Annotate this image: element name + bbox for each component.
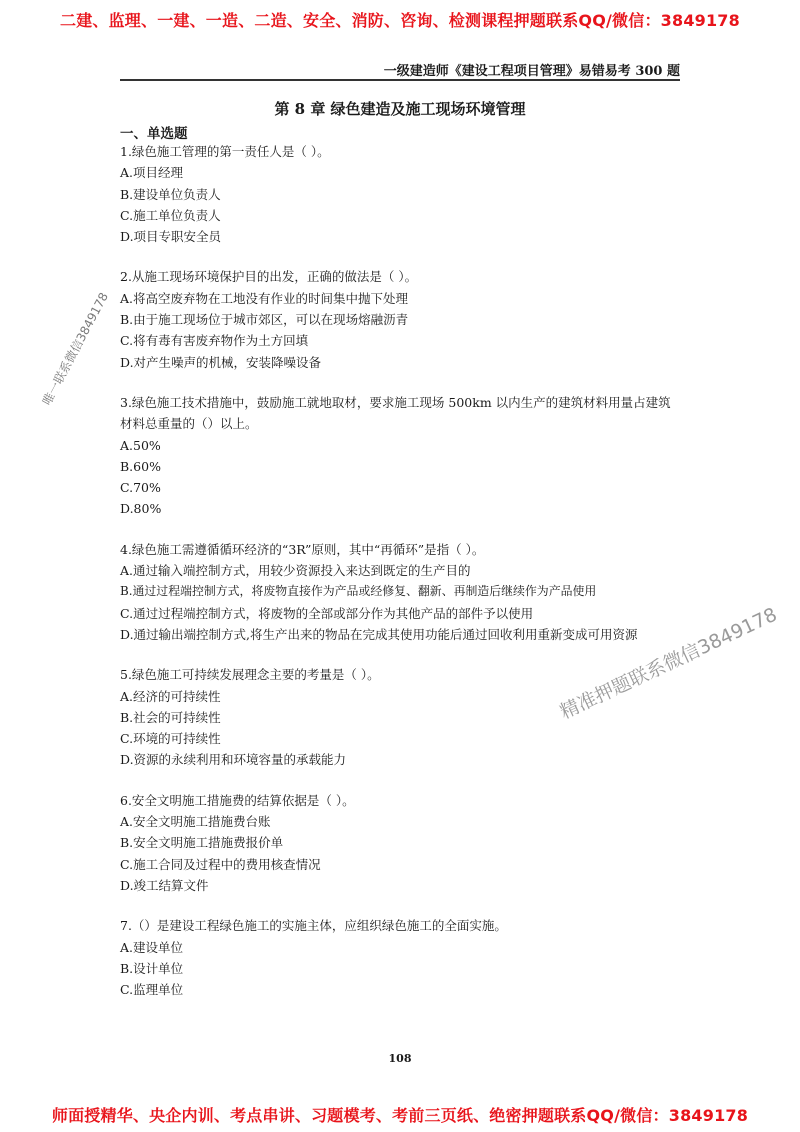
option: A.建设单位 — [120, 939, 184, 955]
section-title: 一、单选题 — [120, 126, 188, 142]
option: B.设计单位 — [120, 960, 184, 976]
bottom-promo-banner: 师面授精华、央企内训、考点串讲、习题模考、考前三页纸、绝密押题联系QQ/微信：3849178 — [51, 1106, 749, 1125]
option: A.50% — [120, 437, 161, 453]
header-rule — [120, 79, 680, 81]
option: B.由于施工现场位于城市郊区，可以在现场熔融沥青 — [120, 312, 409, 328]
question-2 — [120, 266, 682, 372]
option: C.将有毒有害废弃物作为土方回填 — [120, 333, 309, 349]
page-number: 108 — [388, 1052, 412, 1065]
option: B.安全文明施工措施费报价单 — [120, 835, 284, 851]
option: C.施工单位负责人 — [120, 207, 221, 223]
question-stem: 7.（）是建设工程绿色施工的实施主体，应组织绿色施工的全面实施。 — [120, 918, 507, 934]
option: C.环境的可持续性 — [120, 731, 221, 747]
option: C.监理单位 — [120, 982, 184, 998]
option: D.80% — [120, 501, 162, 517]
option: C.施工合同及过程中的费用核查情况 — [120, 856, 321, 872]
question-1 — [120, 141, 682, 247]
watermark-right: 精准押题联系微信3849178 — [556, 603, 781, 724]
option: B.通过过程端控制方式，将废物直接作为产品或经修复、翻新、再制造后继续作为产品使用 — [120, 584, 597, 599]
running-header: 一级建造师《建设工程项目管理》易错易考 300 题 — [383, 64, 680, 79]
option: C.70% — [120, 480, 161, 496]
option: A.经济的可持续性 — [120, 688, 221, 704]
question-list — [120, 141, 682, 1019]
question-6 — [120, 790, 682, 896]
option: C.通过过程端控制方式，将废物的全部或部分作为其他产品的部件予以使用 — [120, 605, 534, 621]
option: D.竣工结算文件 — [120, 877, 209, 893]
question-stem: 4.绿色施工需遵循循环经济的“3R”原则，其中“再循环”是指（ ）。 — [120, 541, 485, 557]
option: D.通过输出端控制方式,将生产出来的物品在完成其使用功能后通过回收利用重新变成可用资源 — [120, 626, 638, 642]
question-4 — [120, 539, 682, 645]
option: A.通过输入端控制方式，用较少资源投入来达到既定的生产目的 — [120, 563, 471, 579]
option: B.社会的可持续性 — [120, 709, 221, 725]
chapter-title: 第 8 章 绿色建造及施工现场环境管理 — [274, 100, 526, 118]
question-stem: 2.从施工现场环境保护目的出发，正确的做法是（ ）。 — [120, 269, 418, 285]
option: B.建设单位负责人 — [120, 186, 221, 202]
option: A.安全文明施工措施费台账 — [120, 814, 271, 830]
option: A.项目经理 — [120, 165, 184, 181]
watermark-left: 唯一联系微信3849178 — [39, 290, 112, 408]
question-stem: 1.绿色施工管理的第一责任人是（ ）。 — [120, 144, 330, 159]
option: B.60% — [120, 458, 161, 474]
top-promo-banner: 二建、监理、一建、一造、二造、安全、消防、咨询、检测课程押题联系QQ/微信：3849178 — [60, 11, 740, 30]
question-3 — [120, 392, 682, 520]
question-stem: 6.安全文明施工措施费的结算依据是（ ）。 — [120, 792, 355, 808]
option: A.将高空废弃物在工地没有作业的时间集中抛下处理 — [120, 290, 409, 306]
option: D.项目专职安全员 — [120, 229, 222, 245]
question-stem: 5.绿色施工可持续发展理念主要的考量是（ ）。 — [120, 667, 380, 683]
option: D.资源的永续利用和环境容量的承载能力 — [120, 752, 347, 768]
question-stem: 3.绿色施工技术措施中，鼓励施工就地取材，要求施工现场 500km 以内生产的建筑材料用量占建筑材料总重量的（）以上。 — [120, 394, 671, 432]
option: D.对产生噪声的机械，安装降噪设备 — [120, 354, 322, 370]
question-7 — [120, 915, 682, 1000]
